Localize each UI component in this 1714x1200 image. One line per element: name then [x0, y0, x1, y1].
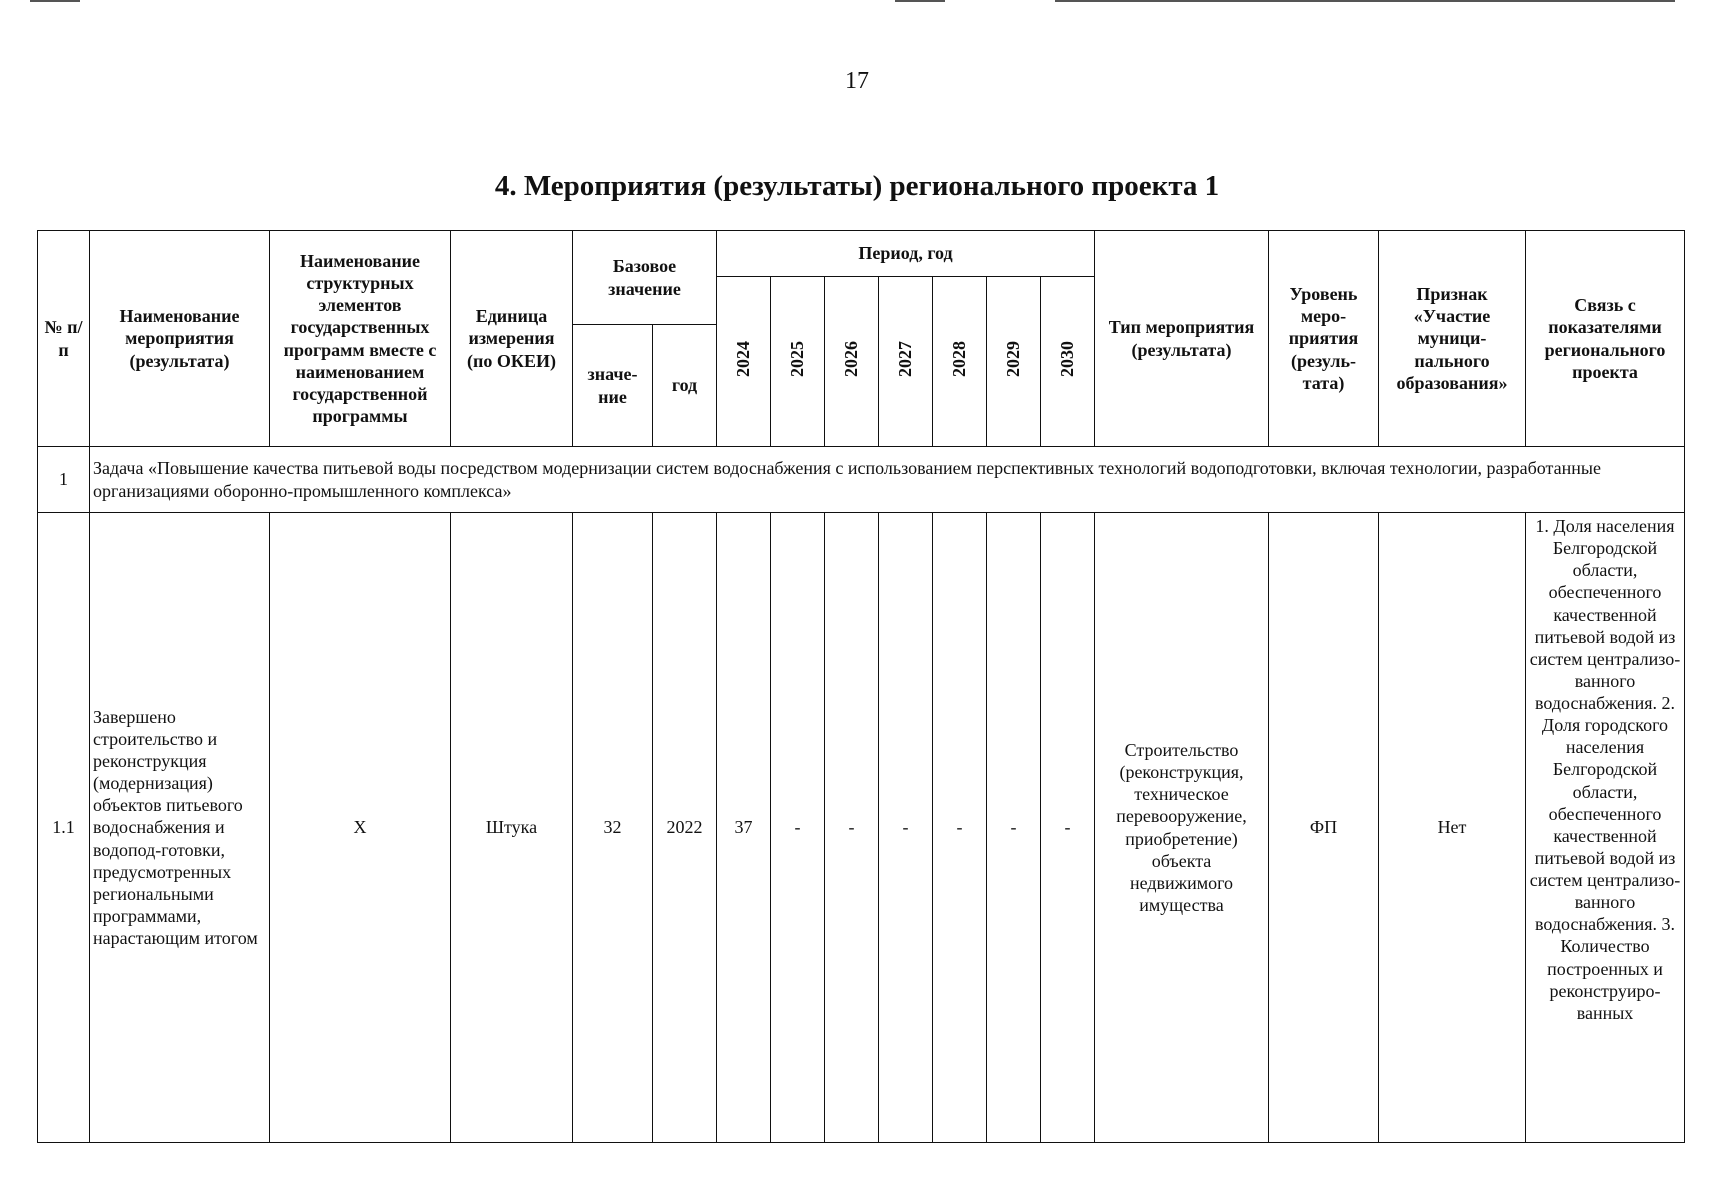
task-row [38, 447, 1685, 513]
row-num: 1.1 [38, 513, 90, 1143]
scan-artifact [1055, 0, 1675, 2]
row-year-value: - [987, 513, 1041, 1143]
col-structural-header: Наименование структурных элементов государственных программ вместе с наименованием государственной программы [270, 231, 451, 447]
year-header [933, 277, 987, 447]
row-year-value: - [933, 513, 987, 1143]
col-base-value-header: значе-ние [573, 325, 653, 447]
row-year-value: - [1041, 513, 1095, 1143]
page-number: 17 [845, 68, 869, 94]
col-base-header: Базовое значение [573, 231, 717, 325]
row-base-value: 32 [573, 513, 653, 1143]
scan-artifact [895, 0, 945, 2]
year-header [771, 277, 825, 447]
col-num-header: № п/п [38, 231, 90, 447]
header-row [38, 231, 1685, 277]
year-label: 2024 [733, 340, 754, 377]
year-label: 2030 [1057, 340, 1078, 377]
row-year-value: - [825, 513, 879, 1143]
year-label: 2028 [949, 340, 970, 377]
year-header [879, 277, 933, 447]
col-link-header: Связь с показателями регионального проекта [1526, 231, 1685, 447]
year-header [987, 277, 1041, 447]
col-period-header: Период, год [717, 231, 1095, 277]
col-type-header: Тип мероприятия (результата) [1095, 231, 1269, 447]
row-year-value: - [771, 513, 825, 1143]
row-link: 1. Доля населения Белгородской области, обеспеченного качественной питьевой водой из систем централизо-ванного водоснабжения. 2. Доля городского населения Белгородской области, обеспеченного качественной питьевой водой из систем централизо-ванного водоснабжения. 3. Количество построенных и реконструиро-ванных [1526, 513, 1685, 1143]
year-header [1041, 277, 1095, 447]
year-label: 2026 [841, 340, 862, 377]
year-label: 2029 [1003, 340, 1024, 377]
row-structural: Х [270, 513, 451, 1143]
year-header [825, 277, 879, 447]
row-type: Строительство (реконструкция, техническое перевооружение, приобретение) объекта недвижимого имущества [1095, 513, 1269, 1143]
row-name: Завершено строительство и реконструкция (модернизация) объектов питьевого водоснабжения и водопод-готовки, предусмотренных региональными программами, нарастающим итогом [90, 513, 270, 1143]
year-label: 2027 [895, 340, 916, 377]
year-header [717, 277, 771, 447]
row-municipal: Нет [1379, 513, 1526, 1143]
row-base-year: 2022 [653, 513, 717, 1143]
col-level-header: Уровень меро-приятия (резуль-тата) [1269, 231, 1379, 447]
page-title: 4. Мероприятия (результаты) регионального проекта 1 [494, 170, 1220, 202]
events-table [37, 230, 1685, 1143]
row-unit: Штука [451, 513, 573, 1143]
col-municipal-header: Признак «Участие муници-пального образования» [1379, 231, 1526, 447]
col-base-year-header: год [653, 325, 717, 447]
year-label: 2025 [787, 340, 808, 377]
task-text: Задача «Повышение качества питьевой воды посредством модернизации систем водоснабжения с использованием перспективных технологий водоподготовки, включая технологии, разработанные организациями оборонно-промышленного комплекса» [90, 447, 1685, 513]
col-name-header: Наименование мероприятия (результата) [90, 231, 270, 447]
scan-artifact [30, 0, 80, 2]
col-unit-header: Единица измерения (по ОКЕИ) [451, 231, 573, 447]
row-year-value: 37 [717, 513, 771, 1143]
row-level: ФП [1269, 513, 1379, 1143]
table-row [38, 513, 1685, 1143]
row-year-value: - [879, 513, 933, 1143]
task-num: 1 [38, 447, 90, 513]
